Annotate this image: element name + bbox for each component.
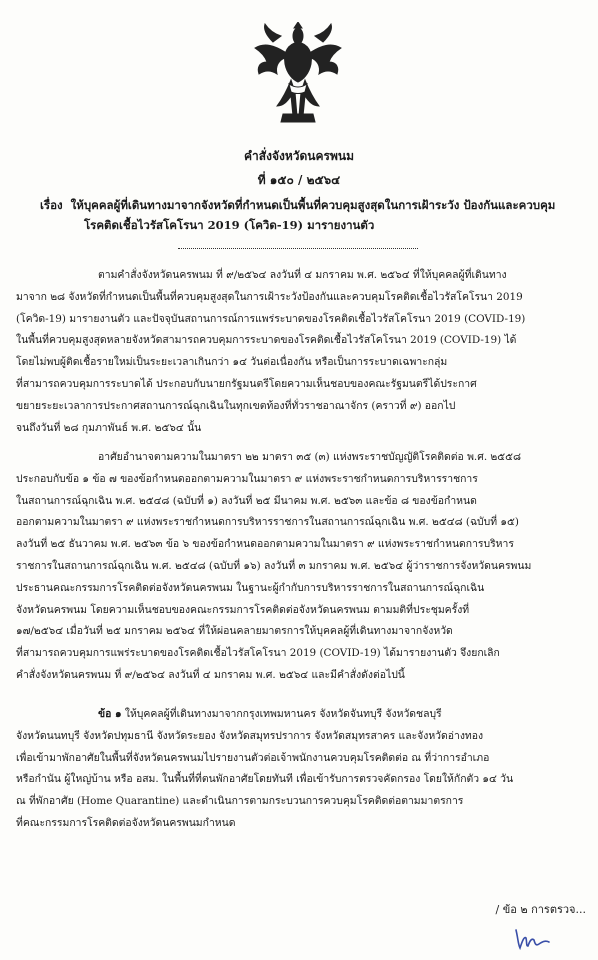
paragraph-line: ในสถานการณ์ฉุกเฉิน พ.ศ. ๒๕๔๘ (ฉบับที่ ๑) ลงวันที่ ๒๕ มีนาคม พ.ศ. ๒๕๖๓ และข้อ ๘ ของข้อกำหนด <box>16 494 477 507</box>
paragraph-line: ที่สามารถควบคุมการระบาดได้ ประกอบกับนายกรัฐมนตรีโดยความเห็นชอบของคณะรัฐมนตรีได้ประกาศ <box>16 377 477 390</box>
paragraph-line: ออกตามความในมาตรา ๙ แห่งพระราชกำหนดการบริหารราชการในสถานการณ์ฉุกเฉิน พ.ศ. ๒๕๔๘ (ฉบับที่ ๑๕) <box>16 516 519 529</box>
paragraph-line: ที่คณะกรรมการโรคติดต่อจังหวัดนครพนมกำหนด <box>16 816 236 829</box>
paragraph-line: คำสั่งจังหวัดนครพนม ที่ ๙/๒๕๖๔ ลงวันที่ ๔ มกราคม พ.ศ. ๒๕๖๔ และมีคำสั่งดังต่อไปนี้ <box>16 668 405 681</box>
paragraph-2 <box>16 447 586 687</box>
paragraph-line: ลงวันที่ ๒๕ ธันวาคม พ.ศ. ๒๕๖๓ ข้อ ๖ ของข้อกำหนดออกตามความในมาตรา ๙ แห่งพระราชกำหนดการบริหาร <box>16 538 514 551</box>
paragraph-line: จังหวัดนนทบุรี จังหวัดปทุมธานี จังหวัดระยอง จังหวัดสมุทรปราการ จังหวัดสมุทรสาคร และจังหวัดอ่างทอง <box>16 729 484 742</box>
separator-rule <box>178 248 418 249</box>
clause-label: ข้อ ๑ <box>98 708 122 720</box>
subject-line-1 <box>40 195 575 215</box>
subject-text-1: ให้บุคคลผู้ที่เดินทางมาจากจังหวัดที่กำหนดเป็นพื้นที่ควบคุมสูงสุดในการเฝ้าระวัง ป้องกันและควบคุม <box>70 198 556 212</box>
clause-text: ให้บุคคลผู้ที่เดินทางมาจากกรุงเทพมหานคร จังหวัดจันทบุรี จังหวัดชลบุรี <box>124 708 442 720</box>
paragraph-line <box>16 704 586 726</box>
garuda-emblem-icon <box>253 22 343 126</box>
order-title: คำสั่งจังหวัดนครพนม <box>244 149 354 163</box>
subject-line-2 <box>40 215 598 235</box>
order-number: ที่ ๑๕๐ / ๒๕๖๔ <box>257 173 341 187</box>
paragraph-line: ขยายระยะเวลาการประกาศสถานการณ์ฉุกเฉินในทุกเขตท้องที่ทั่วราชอาณาจักร (คราวที่ ๙) ออกไป <box>16 399 456 412</box>
paragraph-line: จนถึงวันที่ ๒๘ กุมภาพันธ์ พ.ศ. ๒๕๖๔ นั้น <box>16 421 202 434</box>
paragraph-line: อาศัยอำนาจตามความในมาตรา ๒๒ มาตรา ๓๕ (๓) แห่งพระราชบัญญัติโรคติดต่อ พ.ศ. ๒๕๕๘ <box>98 451 522 463</box>
paragraph-line: (โควิด-19) มารายงานตัว และปัจจุบันสถานการณ์การแพร่ระบาดของโรคติดเชื้อไวรัสโคโรนา 2019 (COVID-19) <box>16 312 526 325</box>
paragraph-line: ที่สามารถควบคุมการแพร่ระบาดของโรคติดเชื้อไวรัสโคโรนา 2019 (COVID-19) ได้มารายงานตัว จึงยกเลิก <box>16 647 500 660</box>
subject-text-2: โรคติดเชื้อไวรัสโคโรนา 2019 (โควิด-19) มารายงานตัว <box>84 218 375 232</box>
paragraph-line: ตามคำสั่งจังหวัดนครพนม ที่ ๙/๒๕๖๔ ลงวันที่ ๔ มกราคม พ.ศ. ๒๕๖๔ ที่ให้บุคคลผู้ที่เดินทาง <box>98 269 507 281</box>
paragraph-line: จังหวัดนครพนม โดยความเห็นชอบของคณะกรรมการโรคติดต่อจังหวัดนครพนม ตามมติที่ประชุมครั้งที่ <box>16 603 470 616</box>
continuation-note: / ข้อ ๒ การตรวจ... <box>495 903 586 916</box>
paragraph-1 <box>16 265 586 439</box>
paragraph-line: ประกอบกับข้อ ๑ ข้อ ๗ ของข้อกำหนดออกตามความในมาตรา ๙ แห่งพระราชกำหนดการบริหารราชการ <box>16 472 478 485</box>
paragraph-line: ราชการในสถานการณ์ฉุกเฉิน พ.ศ. ๒๕๔๘ (ฉบับที่ ๑๖) ลงวันที่ ๓ มกราคม พ.ศ. ๒๕๖๔ ผู้ว่าราชการจังหวัดนครพนม <box>16 559 532 572</box>
paragraph-line: เพื่อเข้ามาพักอาศัยในพื้นที่จังหวัดนครพนมไปรายงานตัวต่อเจ้าพนักงานควบคุมโรคติดต่อ ณ ที่ว่าการอำเภอ <box>16 751 490 764</box>
paragraph-line: โดยไม่พบผู้ติดเชื้อรายใหม่เป็นระยะเวลาเกินกว่า ๑๔ วันต่อเนื่องกัน หรือเป็นการระบาดเฉพาะกลุ่ม <box>16 356 448 369</box>
paragraph-line: ณ ที่พักอาศัย (Home Quarantine) และดำเนินการตามกระบวนการควบคุมโรคติดต่อตามมาตรการ <box>16 795 464 808</box>
paragraph-line: หรือกำนัน ผู้ใหญ่บ้าน หรือ อสม. ในพื้นที่ที่ตนพักอาศัยโดยทันที เพื่อเข้ารับการตรวจคัดกรอง โดยให้กักตัว ๑๔ วัน <box>16 773 514 786</box>
paragraph-line: ประธานคณะกรรมการโรคติดต่อจังหวัดนครพนม ในฐานะผู้กำกับการบริหารราชการในสถานการณ์ฉุกเฉิน <box>16 581 485 594</box>
paragraph-line: ในพื้นที่ควบคุมสูงสุดหลายจังหวัดสามารถควบคุมการระบาดของโรคติดเชื้อไวรัสโคโรนา 2019 (COVID-19) ได้ <box>16 334 517 347</box>
signature-initial-icon <box>512 926 552 952</box>
paragraph-line: มาจาก ๒๘ จังหวัดที่กำหนดเป็นพื้นที่ควบคุมสูงสุดในการเฝ้าระวังป้องกันและควบคุมโรคติดเชื้อไวรัสโคโรนา 2019 <box>16 290 523 303</box>
paragraph-3 <box>16 704 586 835</box>
subject-label: เรื่อง <box>40 198 63 212</box>
paragraph-line: ๑๗/๒๕๖๔ เมื่อวันที่ ๒๕ มกราคม ๒๕๖๔ ที่ให้ผ่อนคลายมาตรการให้บุคคลผู้ที่เดินทางมาจากจังหวัด <box>16 625 453 638</box>
